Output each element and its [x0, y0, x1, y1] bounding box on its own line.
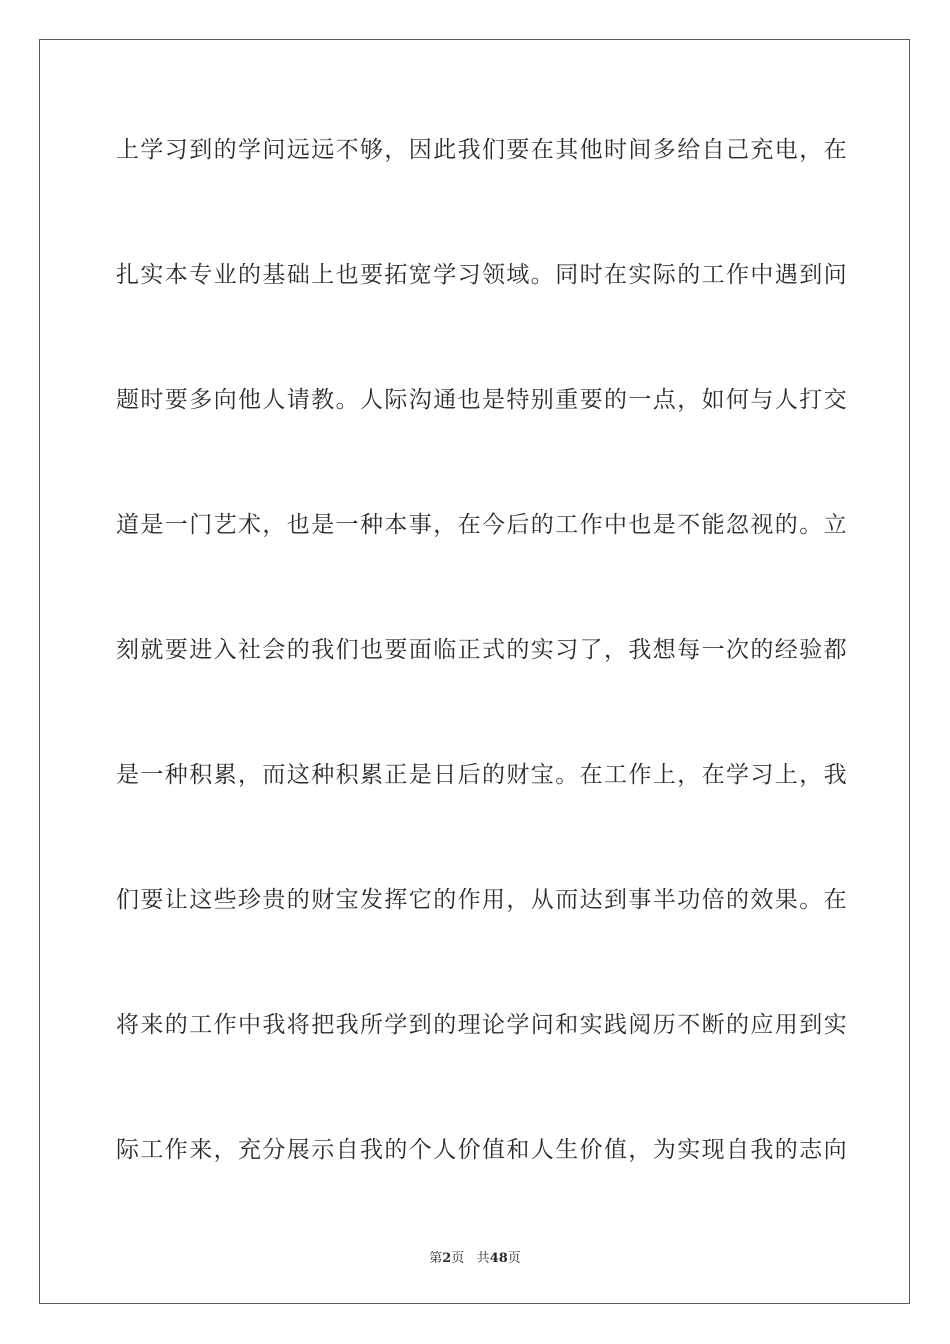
footer-total-prefix: 共: [476, 1251, 490, 1266]
body-text-line-8: 将来的工作中我将把我所学到的理论学问和实践阅历不断的应用到实: [116, 1012, 848, 1038]
body-text-line-2: 扎实本专业的基础上也要拓宽学习领域。同时在实际的工作中遇到问: [116, 262, 848, 288]
footer-total-pages: 48: [489, 1251, 508, 1266]
footer-page-suffix: 页: [451, 1251, 465, 1266]
body-text-line-1: 上学习到的学问远远不够，因此我们要在其他时间多给自己充电，在: [116, 137, 848, 163]
page-border: [39, 39, 910, 1304]
footer-page-prefix: 第: [429, 1251, 443, 1266]
body-text-line-4: 道是一门艺术，也是一种本事，在今后的工作中也是不能忽视的。立: [116, 512, 848, 538]
body-text-line-7: 们要让这些珍贵的财宝发挥它的作用，从而达到事半功倍的效果。在: [116, 887, 848, 913]
body-text-line-3: 题时要多向他人请教。人际沟通也是特别重要的一点，如何与人打交: [116, 387, 848, 413]
footer-total-suffix: 页: [507, 1251, 521, 1266]
body-text-line-5: 刻就要进入社会的我们也要面临正式的实习了，我想每一次的经验都: [116, 637, 848, 663]
body-text-line-6: 是一种积累，而这种积累正是日后的财宝。在工作上，在学习上，我: [116, 762, 848, 788]
page-footer: [0, 1247, 950, 1266]
footer-current-page: 2: [442, 1251, 452, 1266]
body-text-line-9: 际工作来，充分展示自我的个人价值和人生价值，为实现自我的志向: [116, 1137, 848, 1163]
